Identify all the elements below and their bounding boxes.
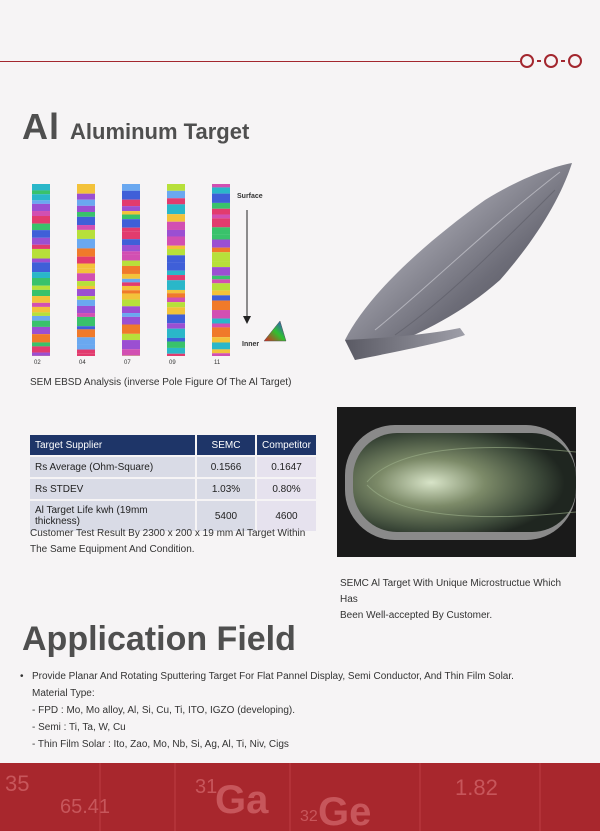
grain-strip-segment [122, 334, 140, 340]
footer-tile-text: 32 [300, 808, 318, 825]
grain-strip-segment [122, 251, 140, 254]
grain-strip-segment [212, 323, 230, 327]
column-header: Target Supplier [30, 435, 195, 455]
grain-strip-segment [212, 290, 230, 295]
grain-strip-segment [32, 249, 50, 259]
grain-strip-segment [77, 217, 95, 225]
grain-strip-segment [122, 228, 140, 232]
grain-strip-segment [122, 211, 140, 214]
grain-strip-segment [32, 230, 50, 238]
footer-tile-text: 31 [195, 776, 218, 798]
grain-strip-segment [32, 190, 50, 194]
grain-strip-segment [77, 200, 95, 206]
grain-strip-segment [122, 274, 140, 279]
grain-strip-segment [122, 266, 140, 274]
grain-strip-segment [167, 230, 185, 237]
grain-strip-segment [167, 249, 185, 255]
inner-label: Inner [242, 341, 260, 348]
grain-strip-segment [77, 239, 95, 248]
table-cell: 0.1647 [257, 457, 316, 477]
grain-strip-segment [167, 298, 185, 303]
grain-strip-segment [122, 254, 140, 260]
grain-strip-segment [77, 300, 95, 306]
footer-tile-text: 65.41 [60, 796, 111, 818]
application-body [20, 668, 590, 753]
grain-strip-segment [77, 326, 95, 329]
grain-strip-segment [32, 353, 50, 356]
grain-strip-segment [32, 312, 50, 316]
grain-strip-segment [77, 184, 95, 194]
grain-strip-segment [212, 214, 230, 218]
grain-strip-segment [167, 214, 185, 222]
ebsd-image [24, 178, 314, 368]
footer-tile-text: 35 [5, 771, 30, 796]
grain-strip-segment [212, 279, 230, 283]
footer-tile-text: Ge [318, 790, 372, 831]
grain-strip-segment [32, 200, 50, 204]
grain-strip-segment [167, 255, 185, 263]
table-cell: Al Target Life kwh (19mm thickness) [30, 501, 195, 531]
grain-strip-segment [77, 281, 95, 286]
grain-strip-segment [167, 222, 185, 230]
sample-label: 02 [34, 360, 41, 366]
grain-strip-segment [212, 252, 230, 261]
grain-strip-segment [167, 348, 185, 354]
grain-strip-segment [77, 350, 95, 354]
grain-strip-segment [212, 337, 230, 342]
section-title: Application Field [22, 620, 296, 658]
grain-strip-segment [32, 272, 50, 278]
sample-label: 09 [169, 360, 176, 366]
element-symbol: Al [22, 106, 60, 147]
grain-strip-segment [32, 211, 50, 216]
table-cell: Rs STDEV [30, 479, 195, 499]
grain-strip-segment [167, 293, 185, 297]
grain-strip-segment [32, 296, 50, 303]
grain-strip-segment [77, 313, 95, 317]
grain-strip-segment [32, 346, 50, 352]
grain-strip-segment [122, 200, 140, 206]
grain-strip-segment [122, 313, 140, 317]
grain-strip-segment [167, 354, 185, 356]
grain-strip-segment [167, 184, 185, 191]
table-cell: 4600 [257, 501, 316, 531]
grain-strip-segment [122, 239, 140, 245]
grain-strip-segment [212, 227, 230, 234]
grain-strip-segment [122, 349, 140, 355]
grain-strip-segment [122, 293, 140, 299]
grain-strip-segment [77, 286, 95, 289]
grain-strip-segment [212, 240, 230, 248]
grain-strip-segment [32, 342, 50, 346]
grain-strip-segment [212, 327, 230, 337]
grain-strip-segment [77, 337, 95, 345]
grain-strip-segment [77, 248, 95, 256]
list-item: - FPD : Mo, Mo alloy, Al, Si, Cu, Ti, ITO, IGZO (developing). [32, 705, 296, 716]
material-type-label: Material Type: [32, 688, 95, 699]
table-cell: 5400 [197, 501, 255, 531]
grain-strip-segment [212, 209, 230, 215]
target-blade-image [335, 160, 580, 370]
grain-strip-segment [32, 303, 50, 307]
grain-strip-segment [167, 307, 185, 314]
page-title [22, 106, 249, 148]
ebsd-caption: SEM EBSD Analysis (inverse Pole Figure Of The Al Target) [30, 377, 292, 388]
table-cell: 0.1566 [197, 457, 255, 477]
grain-strip-segment [77, 329, 95, 337]
grain-strip-segment [32, 184, 50, 190]
circle-icon [520, 54, 534, 68]
table-header-row [30, 435, 316, 455]
grain-strip-segment [167, 263, 185, 271]
grain-strip-segment [212, 319, 230, 324]
grain-strip-segment [122, 232, 140, 239]
grain-strip-segment [212, 301, 230, 310]
grain-strip-segment [122, 300, 140, 307]
sample-label: 11 [214, 360, 221, 366]
grain-strip-segment [77, 264, 95, 269]
column-header: Competitor [257, 435, 316, 455]
grain-strip-segment [167, 338, 185, 342]
circle-icon [568, 54, 582, 68]
grain-strip-segment [167, 280, 185, 290]
grain-strip-segment [122, 340, 140, 349]
element-name: Aluminum Target [70, 119, 250, 144]
grain-strip-segment [77, 225, 95, 230]
microstructure-photo [337, 407, 576, 557]
grain-strip-segment [32, 216, 50, 224]
grain-strip-segment [122, 245, 140, 251]
ipf-legend [264, 321, 286, 341]
footer-tile-text: 1.82 [455, 775, 498, 800]
grain-strip-segment [212, 349, 230, 353]
grain-strip-segment [212, 310, 230, 319]
footer-tile-text: Ga [215, 778, 269, 822]
grain-strip-segment [122, 282, 140, 286]
grain-strip-segment [122, 215, 140, 220]
grain-strip-segment [32, 194, 50, 200]
grain-strip-segment [167, 204, 185, 214]
surface-label: Surface [237, 193, 263, 200]
grain-strip-segment [167, 246, 185, 249]
grain-strip-segment [122, 279, 140, 283]
grain-strip-segment [167, 302, 185, 307]
list-item: • Provide Planar And Rotating Sputtering Target For Flat Pannel Display, Semi Conductor, And Thin Film Solar. [20, 671, 514, 682]
grain-strip-segment [167, 275, 185, 280]
grain-strip-segment [32, 259, 50, 263]
grain-strip-segment [212, 342, 230, 349]
grain-strip-segment [122, 286, 140, 290]
grain-strip-segment [212, 203, 230, 209]
grain-strip-segment [32, 224, 50, 230]
grain-strip-segment [77, 354, 95, 356]
grain-strip-segment [122, 219, 140, 228]
grain-strip-segment [212, 283, 230, 290]
list-item: - Semi : Ti, Ta, W, Cu [32, 722, 126, 733]
table-cell: Rs Average (Ohm-Square) [30, 457, 195, 477]
grain-strip-segment [32, 327, 50, 334]
grain-strip-segment [77, 273, 95, 281]
table-caption: Customer Test Result By 2300 x 200 x 19 mm Al Target Within The Same Equipment And Condition. [30, 528, 306, 555]
grain-strip-segment [122, 206, 140, 211]
grain-strip-segment [32, 278, 50, 286]
grain-strip-segment [32, 286, 50, 290]
photo-caption: SEMC Al Target With Unique Microstructue Which Has Been Well-accepted By Customer. [340, 578, 562, 621]
grain-strip-segment [212, 194, 230, 203]
footer-band [0, 763, 600, 831]
grain-strip-segment [77, 317, 95, 326]
grain-strip-segment [32, 204, 50, 211]
grain-strip-segment [212, 295, 230, 300]
table-cell: 0.80% [257, 479, 316, 499]
grain-strip-segment [212, 267, 230, 276]
grain-strip-segment [77, 289, 95, 296]
grain-strip-segment [77, 194, 95, 200]
header-decor [520, 54, 582, 68]
grain-strip-segment [32, 316, 50, 321]
list-item: - Thin Film Solar : Ito, Zao, Mo, Nb, Si, Ag, Al, Ti, Niv, Cigs [32, 739, 289, 750]
header-rule [0, 61, 520, 62]
ebsd-figure [24, 178, 314, 368]
grain-strip-segment [77, 257, 95, 264]
grain-strip-segment [212, 218, 230, 227]
grain-strip-segment [167, 329, 185, 338]
grain-strip-segment [212, 248, 230, 253]
grain-strip-segment [212, 184, 230, 187]
grain-strip-segment [122, 317, 140, 325]
grain-strip-segment [167, 236, 185, 245]
grain-strip-segment [167, 271, 185, 275]
grain-strip-segment [167, 191, 185, 198]
grain-strip-segment [122, 290, 140, 293]
sample-label: 04 [79, 360, 86, 366]
grain-strip-segment [167, 314, 185, 323]
grain-strip-segment [32, 321, 50, 327]
grain-strip-segment [32, 334, 50, 342]
grain-strip-segment [32, 307, 50, 312]
circle-icon [544, 54, 558, 68]
grain-strip-segment [122, 306, 140, 313]
grain-strip-segment [122, 325, 140, 334]
grain-strip-segment [32, 238, 50, 245]
grain-strip-segment [32, 262, 50, 272]
grain-strip-segment [167, 342, 185, 348]
grain-strip-segment [32, 245, 50, 249]
column-header: SEMC [197, 435, 255, 455]
grain-strip-segment [77, 345, 95, 350]
grain-strip-segment [167, 290, 185, 293]
grain-strip-segment [167, 198, 185, 204]
grain-strip-segment [212, 234, 230, 239]
grain-strip-segment [212, 261, 230, 267]
grain-strip-segment [32, 290, 50, 296]
table-row [30, 457, 316, 477]
grain-strip-segment [167, 323, 185, 328]
grain-strip-segment [77, 206, 95, 212]
grain-strip-segment [77, 269, 95, 274]
grain-strip-segment [122, 184, 140, 191]
grain-strip-segment [77, 306, 95, 313]
grain-strip-segment [77, 212, 95, 217]
grain-strip-segment [77, 230, 95, 239]
sample-label: 07 [124, 360, 131, 366]
grain-strip-segment [212, 187, 230, 193]
table-cell: 1.03% [197, 479, 255, 499]
comparison-table [28, 433, 318, 533]
grain-strip-segment [122, 261, 140, 266]
grain-strip-segment [122, 191, 140, 200]
grain-strip-segment [212, 353, 230, 356]
table-row [30, 479, 316, 499]
grain-strip-segment [77, 296, 95, 300]
grain-strip-segment [212, 276, 230, 280]
